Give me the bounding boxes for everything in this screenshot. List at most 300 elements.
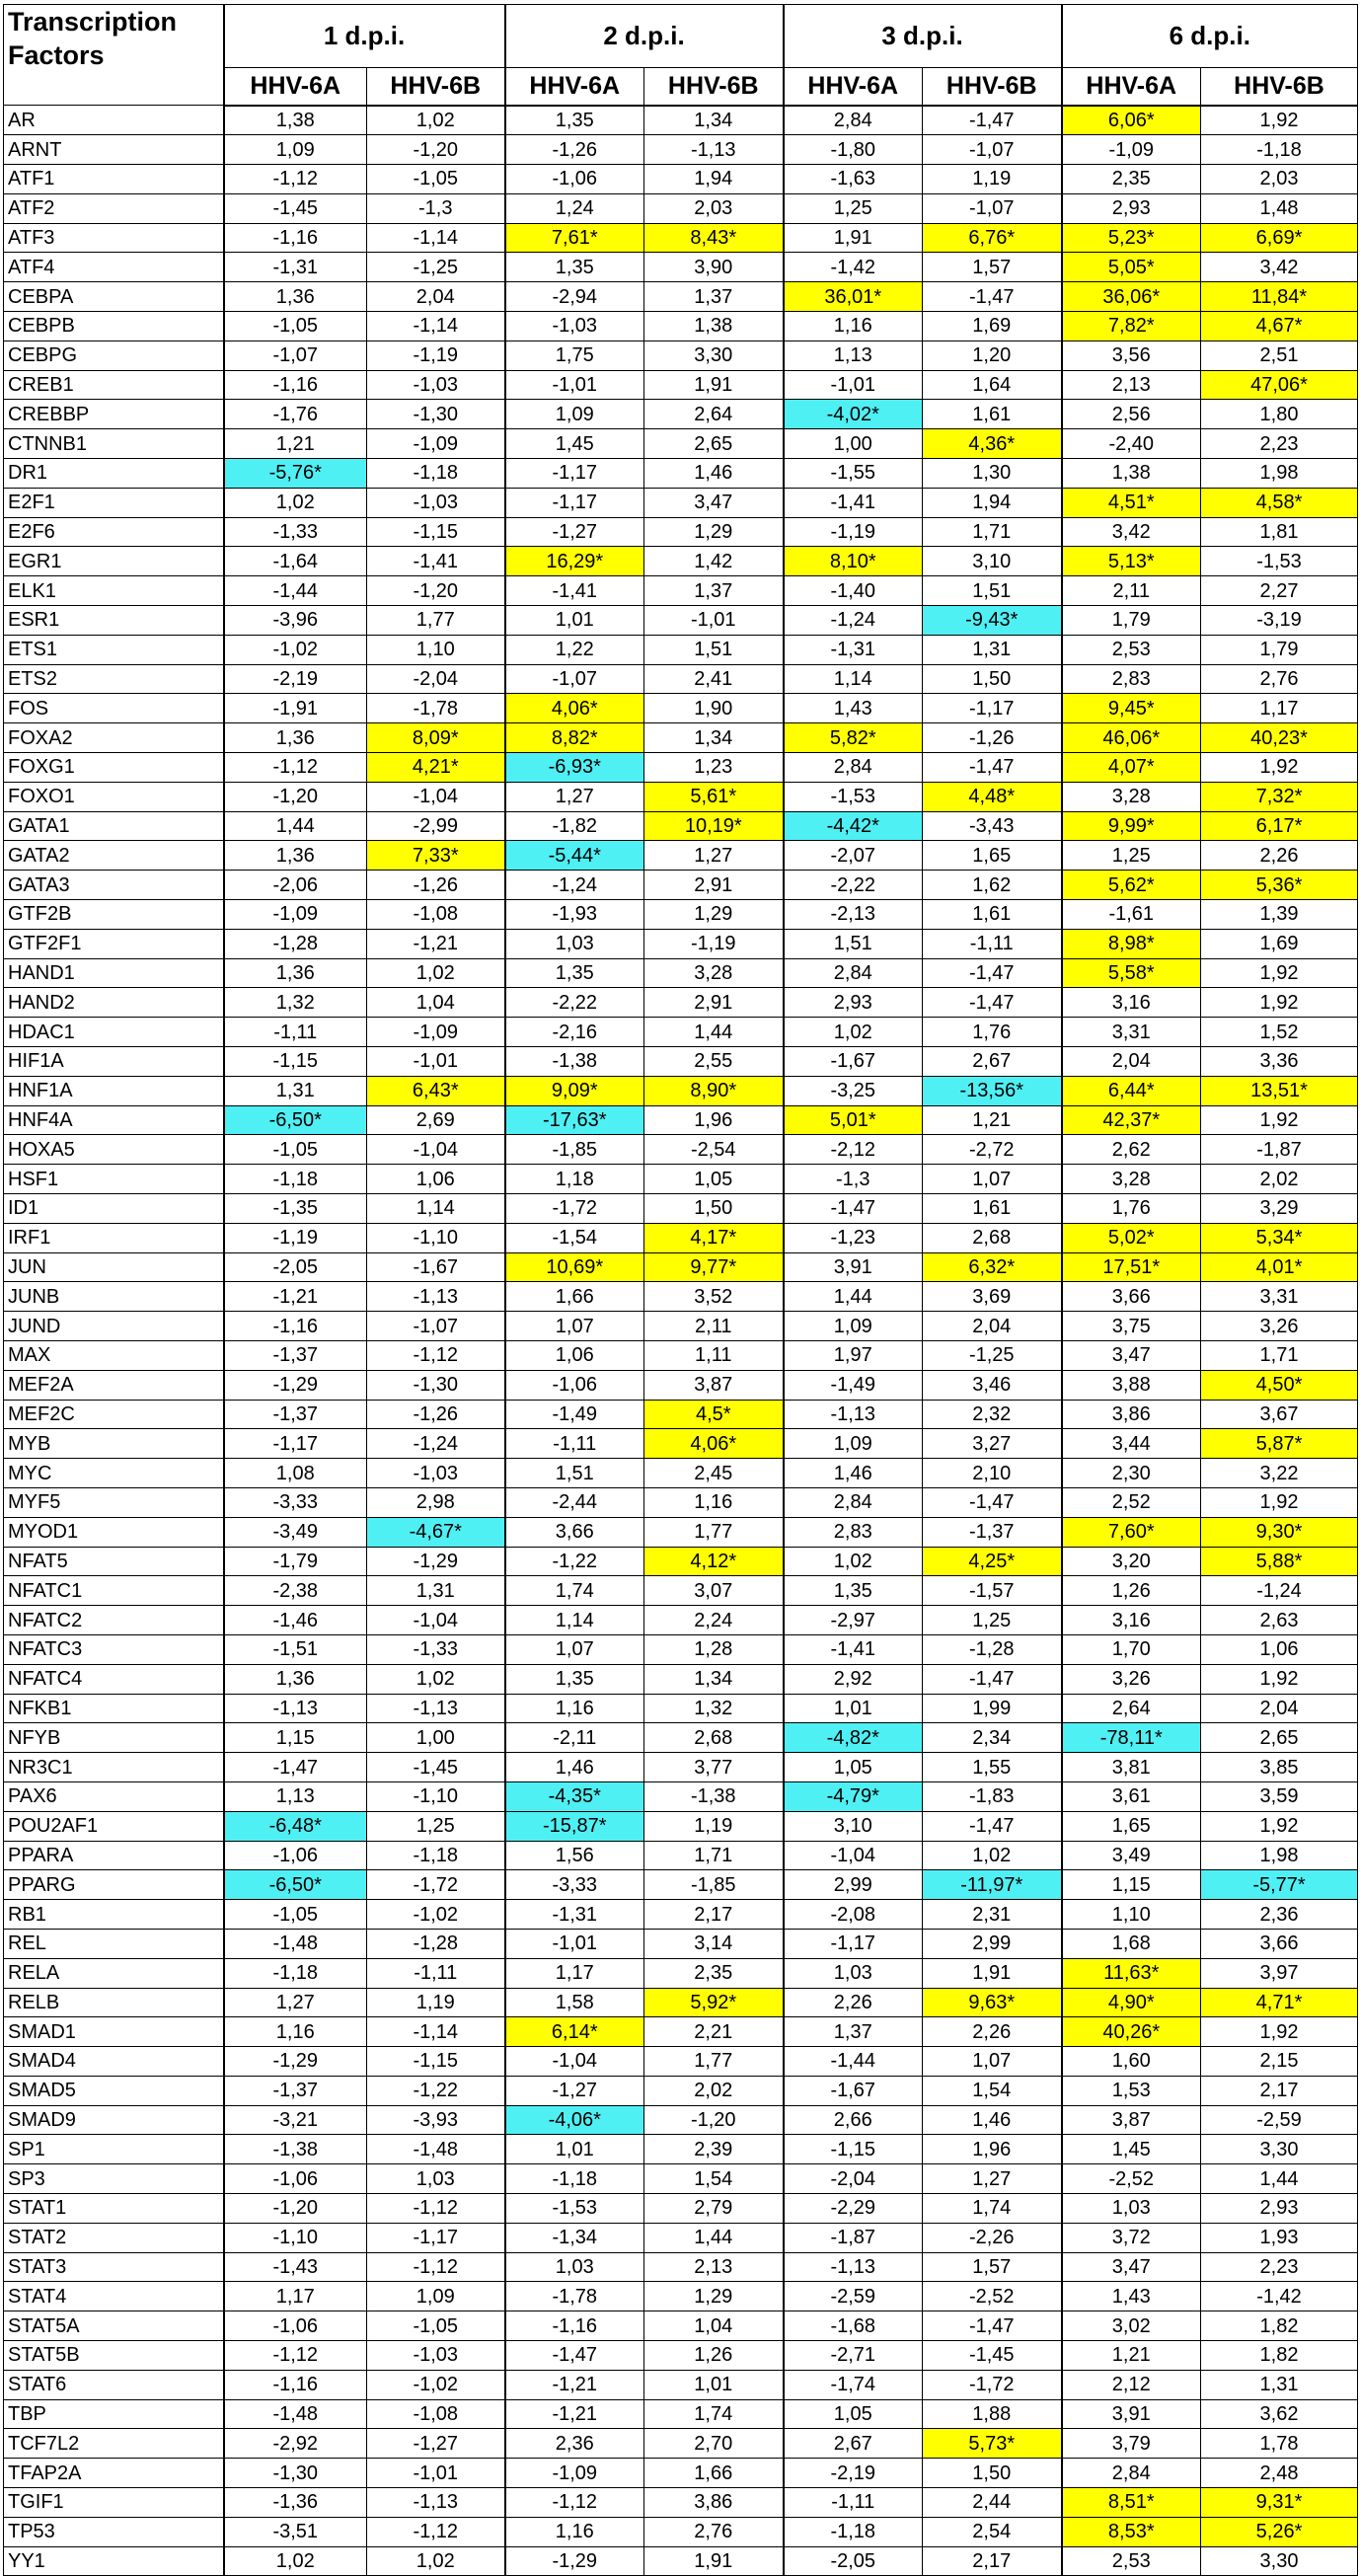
value-cell: 1,92 [1201,988,1358,1018]
value-cell: 2,48 [1201,2459,1358,2488]
value-cell: -1,44 [224,576,367,606]
value-cell: 2,35 [644,1958,784,1988]
value-cell: 4,90* [1062,1988,1201,2017]
table-row [4,1781,1358,1811]
table-row [4,488,1358,517]
value-cell: 1,55 [923,1753,1062,1782]
factor-name-cell: SMAD9 [4,2105,224,2135]
value-cell: -1,45 [923,2341,1062,2371]
factor-name-cell: TCF7L2 [4,2429,224,2459]
table-row [4,1135,1358,1165]
value-cell: -3,96 [224,606,367,636]
value-cell: 4,07* [1062,753,1201,783]
value-cell: 3,47 [644,488,784,517]
factor-name-cell: GATA2 [4,841,224,871]
factor-name-cell: YY1 [4,2546,224,2576]
value-cell: 2,53 [1062,635,1201,664]
value-cell: -1,41 [784,1634,923,1664]
value-cell: 36,01* [784,282,923,312]
value-cell: 2,34 [923,1723,1062,1753]
value-cell: -1,31 [784,635,923,664]
value-cell: -1,20 [224,2194,367,2224]
value-cell: -1,12 [224,165,367,194]
value-cell: 5,23* [1062,223,1201,253]
value-cell: -1,64 [224,547,367,576]
table-row [4,400,1358,429]
value-cell: 5,88* [1201,1547,1358,1576]
value-cell: -3,19 [1201,606,1358,636]
value-cell: 1,01 [505,606,644,636]
factor-name-cell: MEF2A [4,1370,224,1400]
table-row [4,2076,1358,2105]
value-cell: 3,97 [1201,1958,1358,1988]
value-cell: 1,13 [224,1781,367,1811]
value-cell: 2,52 [1062,1487,1201,1517]
value-cell: 1,46 [505,1753,644,1782]
value-cell: 2,79 [644,2194,784,2224]
factor-name-cell: ATF2 [4,193,224,223]
value-cell: 1,35 [505,106,644,135]
value-cell: 1,92 [1201,1105,1358,1135]
value-cell: 1,82 [1201,2311,1358,2341]
value-cell: 2,15 [1201,2047,1358,2077]
value-cell: 2,32 [923,1400,1062,1429]
value-cell: -1,40 [784,576,923,606]
value-cell: -1,18 [224,1958,367,1988]
factor-name-cell: NFATC3 [4,1634,224,1664]
value-cell: -2,22 [505,988,644,1018]
value-cell: 1,06 [367,1165,505,1194]
value-cell: 3,47 [1062,2252,1201,2282]
value-cell: -1,07 [923,135,1062,165]
factor-name-cell: NFAT5 [4,1547,224,1576]
value-cell: 1,36 [224,958,367,988]
value-cell: 1,54 [644,2164,784,2194]
table-row [4,341,1358,370]
value-cell: -1,3 [367,193,505,223]
value-cell: -1,29 [224,2047,367,2077]
value-cell: 1,24 [505,193,644,223]
value-cell: -1,42 [1201,2282,1358,2311]
factor-name-cell: RELA [4,1958,224,1988]
factor-name-cell: NFATC4 [4,1664,224,1694]
value-cell: 3,85 [1201,1753,1358,1782]
value-cell: -3,33 [224,1487,367,1517]
value-cell: -1,47 [923,106,1062,135]
value-cell: -1,09 [224,900,367,930]
value-cell: 4,5* [644,1400,784,1429]
table-row [4,2194,1358,2224]
factor-name-cell: CEBPB [4,312,224,341]
value-cell: 1,36 [224,282,367,312]
value-cell: 5,73* [923,2429,1062,2459]
value-cell: 2,11 [1062,576,1201,606]
value-cell: -1,37 [224,2076,367,2105]
value-cell: 1,26 [644,2341,784,2371]
value-cell: -2,54 [644,1135,784,1165]
value-cell: 1,45 [505,429,644,459]
value-cell: 2,91 [644,988,784,1018]
value-cell: -2,22 [784,871,923,900]
value-cell: -2,12 [784,1135,923,1165]
value-cell: -1,10 [367,1223,505,1252]
value-cell: 1,03 [1062,2194,1201,2224]
value-cell: 1,09 [505,400,644,429]
value-cell: -3,43 [923,811,1062,841]
table-row [4,1723,1358,1753]
value-cell: 1,92 [1201,753,1358,783]
value-cell: 1,35 [505,1664,644,1694]
value-cell: 5,05* [1062,253,1201,282]
value-cell: 7,32* [1201,782,1358,811]
factor-name-cell: NFATC1 [4,1576,224,1606]
value-cell: 1,37 [644,282,784,312]
value-cell: -1,03 [367,1459,505,1488]
value-cell: 3,29 [1201,1193,1358,1223]
value-cell: 1,36 [224,1664,367,1694]
table-row [4,694,1358,723]
value-cell: 2,69 [367,1105,505,1135]
value-cell: 1,01 [784,1694,923,1723]
factor-name-cell: HDAC1 [4,1018,224,1047]
value-cell: -1,11 [367,1958,505,1988]
table-row [4,1958,1358,1988]
value-cell: -1,21 [224,1282,367,1312]
factor-name-cell: TBP [4,2399,224,2429]
value-cell: 1,02 [224,488,367,517]
virus-header: HHV-6A [1062,68,1201,106]
value-cell: 2,04 [1062,1047,1201,1077]
value-cell: 3,20 [1062,1547,1201,1576]
value-cell: -1,47 [923,1487,1062,1517]
value-cell: 5,36* [1201,871,1358,900]
value-cell: 9,99* [1062,811,1201,841]
value-cell: 5,62* [1062,871,1201,900]
value-cell: 2,13 [1062,370,1201,400]
corner-line-2: Factors [8,40,105,70]
virus-header: HHV-6B [367,68,505,106]
value-cell: 2,04 [1201,1694,1358,1723]
value-cell: 1,13 [784,341,923,370]
factor-name-cell: MYOD1 [4,1517,224,1547]
table-row [4,1282,1358,1312]
value-cell: -1,19 [367,341,505,370]
value-cell: 3,47 [1062,1340,1201,1370]
factor-name-cell: POU2AF1 [4,1811,224,1841]
value-cell: -1,18 [784,2517,923,2546]
value-cell: 1,38 [644,312,784,341]
day-header: 1 d.p.i. [224,5,505,68]
value-cell: 1,25 [367,1811,505,1841]
value-cell: 1,45 [1062,2135,1201,2164]
corner-line-1: Transcription [8,7,178,37]
value-cell: 6,32* [923,1252,1062,1282]
factor-name-cell: AR [4,106,224,135]
value-cell: 9,45* [1062,694,1201,723]
value-cell: -1,67 [367,1252,505,1282]
value-cell: -1,07 [367,1312,505,1341]
day-header: 3 d.p.i. [784,5,1062,68]
factor-name-cell: ATF1 [4,165,224,194]
value-cell: 9,09* [505,1076,644,1105]
factor-name-cell: SMAD1 [4,2017,224,2047]
value-cell: -15,87* [505,1811,644,1841]
value-cell: -1,15 [224,1047,367,1077]
value-cell: -1,31 [505,1900,644,1930]
table-row [4,1753,1358,1782]
factor-name-cell: ATF4 [4,253,224,282]
value-cell: -3,33 [505,1870,644,1900]
value-cell: -1,07 [505,664,644,694]
factor-name-cell: ATF3 [4,223,224,253]
value-cell: 1,31 [1201,2370,1358,2399]
value-cell: 1,39 [1201,900,1358,930]
table-row [4,988,1358,1018]
value-cell: -1,72 [505,1193,644,1223]
value-cell: -1,15 [367,2047,505,2077]
value-cell: 1,82 [1201,2341,1358,2371]
value-cell: -2,19 [224,664,367,694]
value-cell: 1,37 [644,576,784,606]
table-row [4,2105,1358,2135]
value-cell: 1,02 [367,2546,505,2576]
value-cell: 1,07 [923,1165,1062,1194]
value-cell: -1,04 [367,1606,505,1635]
value-cell: -1,53 [1201,547,1358,576]
value-cell: 2,17 [1201,2076,1358,2105]
value-cell: 2,53 [1062,2546,1201,2576]
value-cell: 2,67 [784,2429,923,2459]
value-cell: 1,34 [644,1664,784,1694]
value-cell: 2,10 [923,1459,1062,1488]
value-cell: -5,77* [1201,1870,1358,1900]
value-cell: -1,06 [224,1841,367,1870]
value-cell: 1,28 [644,1634,784,1664]
value-cell: -1,12 [367,2194,505,2224]
value-cell: 1,00 [367,1723,505,1753]
table-row [4,958,1358,988]
value-cell: -1,87 [784,2223,923,2252]
value-cell: 1,04 [367,988,505,1018]
value-cell: 2,30 [1062,1459,1201,1488]
value-cell: -1,20 [367,135,505,165]
table-row [4,1018,1358,1047]
value-cell: 3,91 [784,1252,923,1282]
value-cell: -1,07 [923,193,1062,223]
factor-name-cell: HAND1 [4,958,224,988]
value-cell: 1,46 [923,2105,1062,2135]
value-cell: 5,34* [1201,1223,1358,1252]
factor-name-cell: REL [4,1929,224,1958]
value-cell: -1,37 [224,1340,367,1370]
value-cell: 1,92 [1201,1487,1358,1517]
table-row [4,223,1358,253]
value-cell: 1,30 [923,459,1062,489]
value-cell: 6,43* [367,1076,505,1105]
value-cell: -3,21 [224,2105,367,2135]
value-cell: 1,92 [1201,1811,1358,1841]
value-cell: -1,83 [923,1781,1062,1811]
value-cell: 2,41 [644,664,784,694]
value-cell: 1,17 [1201,694,1358,723]
table-row [4,2223,1358,2252]
table-row [4,1076,1358,1105]
value-cell: 1,38 [1062,459,1201,489]
value-cell: -1,04 [367,782,505,811]
value-cell: -1,14 [367,312,505,341]
value-cell: 2,27 [1201,576,1358,606]
value-cell: -1,26 [505,135,644,165]
value-cell: 4,58* [1201,488,1358,517]
value-cell: 2,68 [644,1723,784,1753]
value-cell: -1,28 [923,1634,1062,1664]
value-cell: -1,41 [505,576,644,606]
table-row [4,811,1358,841]
value-cell: -2,26 [923,2223,1062,2252]
table-row [4,1811,1358,1841]
value-cell: 40,26* [1062,2017,1201,2047]
value-cell: -1,01 [367,2459,505,2488]
value-cell: 1,50 [923,664,1062,694]
value-cell: 4,50* [1201,1370,1358,1400]
value-cell: -1,04 [784,1841,923,1870]
value-cell: 1,03 [784,1958,923,1988]
value-cell: -1,38 [505,1047,644,1077]
value-cell: -1,01 [367,1047,505,1077]
value-cell: -1,51 [224,1634,367,1664]
value-cell: 1,36 [224,841,367,871]
value-cell: 1,81 [1201,517,1358,547]
value-cell: 4,25* [923,1547,1062,1576]
value-cell: -1,72 [923,2370,1062,2399]
value-cell: 2,93 [784,988,923,1018]
value-cell: 1,57 [923,2252,1062,2282]
value-cell: 1,15 [224,1723,367,1753]
value-cell: -1,17 [784,1929,923,1958]
value-cell: -1,11 [224,1018,367,1047]
value-cell: 1,51 [505,1459,644,1488]
value-cell: -1,17 [224,1429,367,1459]
factor-name-cell: STAT1 [4,2194,224,2224]
virus-header: HHV-6A [224,68,367,106]
table-row [4,370,1358,400]
value-cell: -2,08 [784,1900,923,1930]
value-cell: 3,56 [1062,341,1201,370]
value-cell: -2,07 [784,841,923,871]
value-cell: 2,21 [644,2017,784,2047]
value-cell: -1,24 [1201,1576,1358,1606]
value-cell: 7,61* [505,223,644,253]
transcription-factor-table [3,4,1358,2576]
value-cell: 1,94 [644,165,784,194]
value-cell: -1,47 [224,1753,367,1782]
value-cell: -1,25 [923,1340,1062,1370]
value-cell: -1,10 [367,1781,505,1811]
value-cell: 3,10 [784,1811,923,1841]
value-cell: -1,13 [367,2488,505,2518]
value-cell: -1,47 [923,958,1062,988]
factor-name-cell: JUNB [4,1282,224,1312]
value-cell: 1,61 [923,900,1062,930]
value-cell: 7,60* [1062,1517,1201,1547]
value-cell: -6,93* [505,753,644,783]
factor-name-cell: HSF1 [4,1165,224,1194]
factor-name-cell: IRF1 [4,1223,224,1252]
value-cell: -1,82 [505,811,644,841]
factor-name-cell: CEBPA [4,282,224,312]
value-cell: -1,34 [505,2223,644,2252]
value-cell: -1,11 [505,1429,644,1459]
value-cell: 1,22 [505,635,644,664]
value-cell: 2,26 [784,1988,923,2017]
value-cell: -1,44 [784,2047,923,2077]
value-cell: 1,44 [644,1018,784,1047]
value-cell: 1,19 [367,1988,505,2017]
value-cell: -1,18 [367,1841,505,1870]
value-cell: 3,14 [644,1929,784,1958]
value-cell: 1,10 [1062,1900,1201,1930]
value-cell: 2,45 [644,1459,784,1488]
value-cell: -1,13 [784,1400,923,1429]
value-cell: -3,25 [784,1076,923,1105]
table-row [4,1400,1358,1429]
table-row [4,2135,1358,2164]
value-cell: 1,06 [1201,1634,1358,1664]
value-cell: 1,02 [367,1664,505,1694]
table-row [4,1047,1358,1077]
value-cell: 4,01* [1201,1252,1358,1282]
factor-name-cell: PPARG [4,1870,224,1900]
value-cell: -1,02 [367,1900,505,1930]
value-cell: 1,70 [1062,1634,1201,1664]
value-cell: -1,20 [644,2105,784,2135]
value-cell: -1,31 [224,253,367,282]
factor-name-cell: HNF4A [4,1105,224,1135]
value-cell: -1,26 [923,723,1062,753]
value-cell: 1,97 [784,1340,923,1370]
value-cell: -1,42 [784,253,923,282]
table-row [4,1340,1358,1370]
value-cell: -1,12 [224,753,367,783]
value-cell: -1,36 [224,2488,367,2518]
table-row [4,664,1358,694]
value-cell: -3,93 [367,2105,505,2135]
value-cell: -4,79* [784,1781,923,1811]
value-cell: 1,44 [1201,2164,1358,2194]
value-cell: 1,05 [784,1753,923,1782]
value-cell: 1,44 [644,2223,784,2252]
value-cell: -1,35 [224,1193,367,1223]
value-cell: -1,14 [367,2017,505,2047]
value-cell: 1,01 [644,2370,784,2399]
value-cell: -2,94 [505,282,644,312]
value-cell: 2,02 [1201,1165,1358,1194]
value-cell: 1,27 [923,2164,1062,2194]
value-cell: -1,09 [505,2459,644,2488]
value-cell: 4,17* [644,1223,784,1252]
value-cell: 1,04 [644,2311,784,2341]
value-cell: -2,13 [784,900,923,930]
value-cell: -1,30 [367,400,505,429]
value-cell: 5,92* [644,1988,784,2017]
value-cell: 2,54 [923,2517,1062,2546]
value-cell: 3,16 [1062,1606,1201,1635]
table-body [4,106,1358,2576]
factor-name-cell: JUN [4,1252,224,1282]
value-cell: -1,02 [224,635,367,664]
value-cell: -1,30 [224,2459,367,2488]
factor-name-cell: HOXA5 [4,1135,224,1165]
